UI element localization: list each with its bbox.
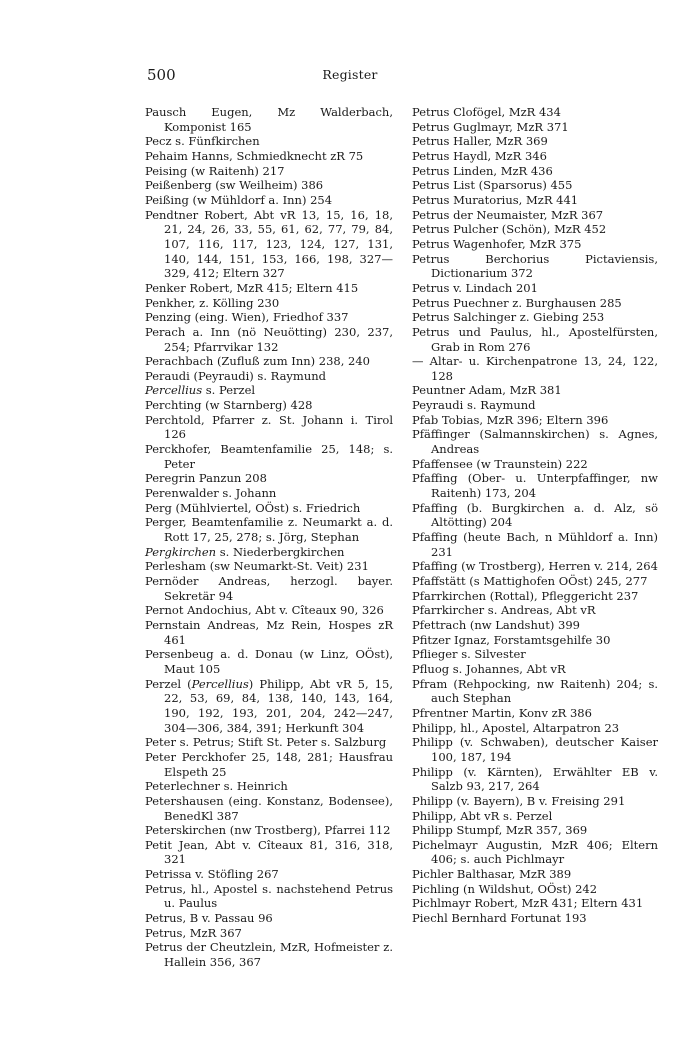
index-entry: Petit Jean, Abt v. Cîteaux 81, 316, 318, 321 xyxy=(145,837,393,867)
index-entry: Philipp (v. Schwaben), deutscher Kaiser 100, 187, 194 xyxy=(412,735,658,764)
index-entry: Petrus und Paulus, hl., Apostelfürsten, Grab in Rom 276 xyxy=(412,324,658,354)
index-entry: Pfaffing (b. Burgkirchen a. d. Alz, sö Altötting) 204 xyxy=(412,500,658,530)
index-entry: Peuntner Adam, MzR 381 xyxy=(412,383,562,398)
index-entry: Pernöder Andreas, herzogl. bayer. Sekretär 94 xyxy=(145,574,393,603)
index-entry: Petrus, hl., Apostel s. nachstehend Petrus u. Paulus xyxy=(145,881,393,911)
index-entry: Perg (Mühlviertel, OÖst) s. Friedrich xyxy=(145,500,361,515)
index-entry: Pernstain Andreas, Mz Rein, Hospes zR 461 xyxy=(145,617,393,647)
index-entry: Petershausen (eing. Konstanz, Bodensee), BenedKl 387 xyxy=(145,793,393,823)
index-entry: Petrus Berchorius Pictaviensis, Dictionarium 372 xyxy=(412,251,658,281)
index-entry: Pfluog s. Johannes, Abt vR xyxy=(412,661,566,676)
index-entry: Petrus Guglmayr, MzR 371 xyxy=(412,119,569,134)
index-entry: Pfab Tobias, MzR 396; Eltern 396 xyxy=(412,412,609,427)
index-entry: Philipp Stumpf, MzR 357, 369 xyxy=(412,823,588,838)
index-entry: Petrus Linden, MzR 436 xyxy=(412,163,553,178)
index-entry: Pehaim Hanns, Schmiedknecht zR 75 xyxy=(145,148,364,163)
index-entry: Peising (w Raitenh) 217 xyxy=(145,163,285,178)
index-entry: Pfaffing (w Trostberg), Herren v. 214, 264 xyxy=(412,559,658,574)
index-entry: Peregrin Panzun 208 xyxy=(145,471,267,486)
index-entry: Perchting (w Starnberg) 428 xyxy=(145,398,313,413)
index-entry: Pergkirchen s. Niederbergkirchen xyxy=(145,544,345,559)
index-entry: Penkher, z. Kölling 230 xyxy=(145,295,280,310)
index-entry: Pfaffing (Ober- u. Unterpfaffinger, nw Raitenh) 173, 204 xyxy=(412,471,658,501)
index-entry: Petrus Puechner z. Burghausen 285 xyxy=(412,295,622,310)
index-entry: Petrissa v. Stöfling 267 xyxy=(145,867,279,882)
running-head: Register xyxy=(322,67,378,82)
index-entry: Peißenberg (sw Weilheim) 386 xyxy=(145,178,324,193)
index-entry: Pfrentner Martin, Konv zR 386 xyxy=(412,705,592,720)
index-column-left xyxy=(145,105,393,970)
index-entry: Peter s. Petrus; Stift St. Peter s. Salzburg xyxy=(145,735,387,750)
index-entry: Peter Perckhofer 25, 148, 281; Hausfrau Elspeth 25 xyxy=(145,749,393,779)
index-entry: Pausch Eugen, Mz Walderbach, Komponist 165 xyxy=(145,105,393,134)
index-entry: Philipp, hl., Apostel, Altarpatron 23 xyxy=(412,720,620,735)
index-entry: Perachbach (Zufluß zum Inn) 238, 240 xyxy=(145,354,370,369)
index-entry: Petrus v. Lindach 201 xyxy=(412,280,538,295)
index-entry: Pfarrkircher s. Andreas, Abt vR xyxy=(412,603,596,618)
index-entry: Petrus Muratorius, MzR 441 xyxy=(412,192,579,207)
index-entry: Petrus, MzR 367 xyxy=(145,925,242,940)
index-entry: Peißing (w Mühldorf a. Inn) 254 xyxy=(145,192,333,207)
index-entry: Pfettrach (nw Landshut) 399 xyxy=(412,617,580,632)
index-entry: Piechl Bernhard Fortunat 193 xyxy=(412,911,587,926)
index-entry: Perenwalder s. Johann xyxy=(145,486,277,501)
index-entry: Peyraudi s. Raymund xyxy=(412,398,536,413)
index-entry: Pfitzer Ignaz, Forstamtsgehilfe 30 xyxy=(412,632,611,647)
index-entry: Pfaffing (heute Bach, n Mühldorf a. Inn) 231 xyxy=(412,530,658,559)
index-entry: Philipp (v. Bayern), B v. Freising 291 xyxy=(412,793,626,808)
index-entry: Peterlechner s. Heinrich xyxy=(145,779,288,794)
index-entry: Perchtold, Pfarrer z. St. Johann i. Tirol 126 xyxy=(145,412,393,442)
index-entry: Perckhofer, Beamtenfamilie 25, 148; s. Peter xyxy=(145,442,393,471)
index-entry: Pichler Balthasar, MzR 389 xyxy=(412,867,572,882)
index-entry: Petrus Haydl, MzR 346 xyxy=(412,148,547,163)
index-entry: Percellius s. Perzel xyxy=(145,383,256,398)
index-entry: Pfaffstätt (s Mattighofen OÖst) 245, 277 xyxy=(412,574,648,588)
index-entry: Pernot Andochius, Abt v. Cîteaux 90, 326 xyxy=(145,603,384,618)
index-entry: Pfarrkirchen (Rottal), Pfleggericht 237 xyxy=(412,588,639,603)
index-entry: — Altar- u. Kirchenpatrone 13, 24, 122, 128 xyxy=(412,354,658,383)
index-entry: Pflieger s. Silvester xyxy=(412,647,526,662)
index-entry: Perlesham (sw Neumarkt-St. Veit) 231 xyxy=(145,559,369,574)
index-entry: Pfaffensee (w Traunstein) 222 xyxy=(412,456,588,471)
index-entry: Pichelmayr Augustin, MzR 406; Eltern 406; s. auch Pichlmayr xyxy=(412,837,658,867)
index-entry: Petrus der Neumaister, MzR 367 xyxy=(412,207,604,222)
index-column-right xyxy=(412,105,658,926)
index-entry: Pfram (Rehpocking, nw Raitenh) 204; s. auch Stephan xyxy=(412,676,658,706)
index-entry: Perach a. Inn (nö Neuötting) 230, 237, 254; Pfarrvikar 132 xyxy=(145,324,393,354)
index-entry: Persenbeug a. d. Donau (w Linz, OÖst), Maut 105 xyxy=(145,647,393,676)
index-entry: Perzel (Percellius) Philipp, Abt vR 5, 15, 22, 53, 69, 84, 138, 140, 143, 164, 190, 192, 193, 201, 204, 242—247, 304—306, 384, 391; Herkunft 304 xyxy=(145,676,393,735)
index-entry: Philipp (v. Kärnten), Erwählter EB v. Salzb 93, 217, 264 xyxy=(412,764,658,794)
index-entry: Peraudi (Peyraudi) s. Raymund xyxy=(145,368,327,383)
index-entry: Petrus, B v. Passau 96 xyxy=(145,911,273,926)
index-entry: Petrus List (Sparsorus) 455 xyxy=(412,178,573,193)
index-entry: Pfäffinger (Salmannskirchen) s. Agnes, Andreas xyxy=(412,427,658,457)
index-entry: Penker Robert, MzR 415; Eltern 415 xyxy=(145,280,359,295)
page-number: 500 xyxy=(147,66,176,84)
index-entry: Petrus Wagenhofer, MzR 375 xyxy=(412,236,582,251)
index-entry: Pecz s. Fünfkirchen xyxy=(145,134,260,149)
index-entry: Penzing (eing. Wien), Friedhof 337 xyxy=(145,310,349,325)
index-entry: Perger, Beamtenfamilie z. Neumarkt a. d. Rott 17, 25, 278; s. Jörg, Stephan xyxy=(145,515,393,545)
index-entry: Petrus Clofögel, MzR 434 xyxy=(412,105,561,119)
index-entry: Petrus Salchinger z. Giebing 253 xyxy=(412,310,605,325)
index-entry: Pichling (n Wildshut, OÖst) 242 xyxy=(412,881,598,896)
index-entry: Pendtner Robert, Abt vR 13, 15, 16, 18, 21, 24, 26, 33, 55, 61, 62, 77, 79, 84, 107, 116, 117, 123, 124, 127, 131, 140, 144, 151, 153, 166, 198, 327—329, 412; Eltern 327 xyxy=(145,207,393,281)
index-entry: Petrus Haller, MzR 369 xyxy=(412,134,548,149)
index-entry: Philipp, Abt vR s. Perzel xyxy=(412,808,553,823)
index-entry: Peterskirchen (nw Trostberg), Pfarrei 112 xyxy=(145,823,391,838)
index-entry: Petrus Pulcher (Schön), MzR 452 xyxy=(412,222,607,237)
index-entry: Pichlmayr Robert, MzR 431; Eltern 431 xyxy=(412,896,644,911)
index-entry: Petrus der Cheutzlein, MzR, Hofmeister z. Hallein 356, 367 xyxy=(145,940,393,970)
